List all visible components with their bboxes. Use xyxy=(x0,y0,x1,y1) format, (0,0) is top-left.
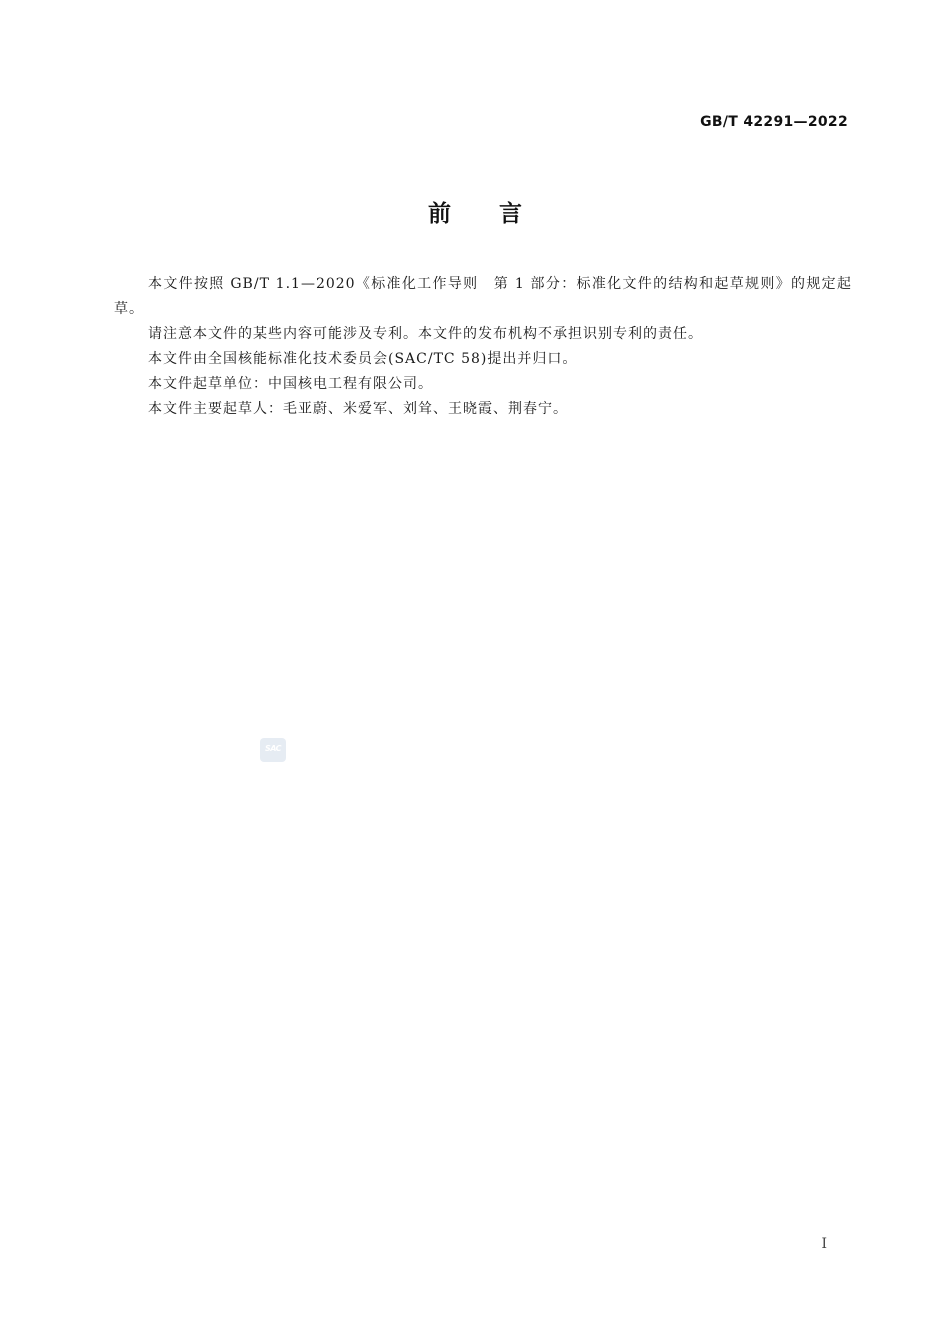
page-title: 前言 xyxy=(428,201,570,227)
foreword-body xyxy=(114,272,852,422)
paragraph-drafting-rules: 本文件按照 GB/T 1.1—2020《标准化工作导则 第 1 部分：标准化文件的结构和起草规则》的规定起草。 xyxy=(114,276,852,317)
paragraph-proposing-committee: 本文件由全国核能标准化技术委员会(SAC/TC 58)提出并归口。 xyxy=(148,351,578,367)
page-number: I xyxy=(821,1236,827,1252)
paragraph-drafting-organization: 本文件起草单位：中国核电工程有限公司。 xyxy=(148,376,433,392)
paragraph-drafters: 本文件主要起草人：毛亚蔚、米爱军、刘耸、王晓霞、荆春宁。 xyxy=(148,401,568,417)
paragraph-patent-notice: 请注意本文件的某些内容可能涉及专利。本文件的发布机构不承担识别专利的责任。 xyxy=(148,326,703,342)
sac-watermark-logo xyxy=(260,738,286,762)
standard-number: GB/T 42291—2022 xyxy=(700,114,848,130)
watermark-text: SAC xyxy=(264,744,282,753)
